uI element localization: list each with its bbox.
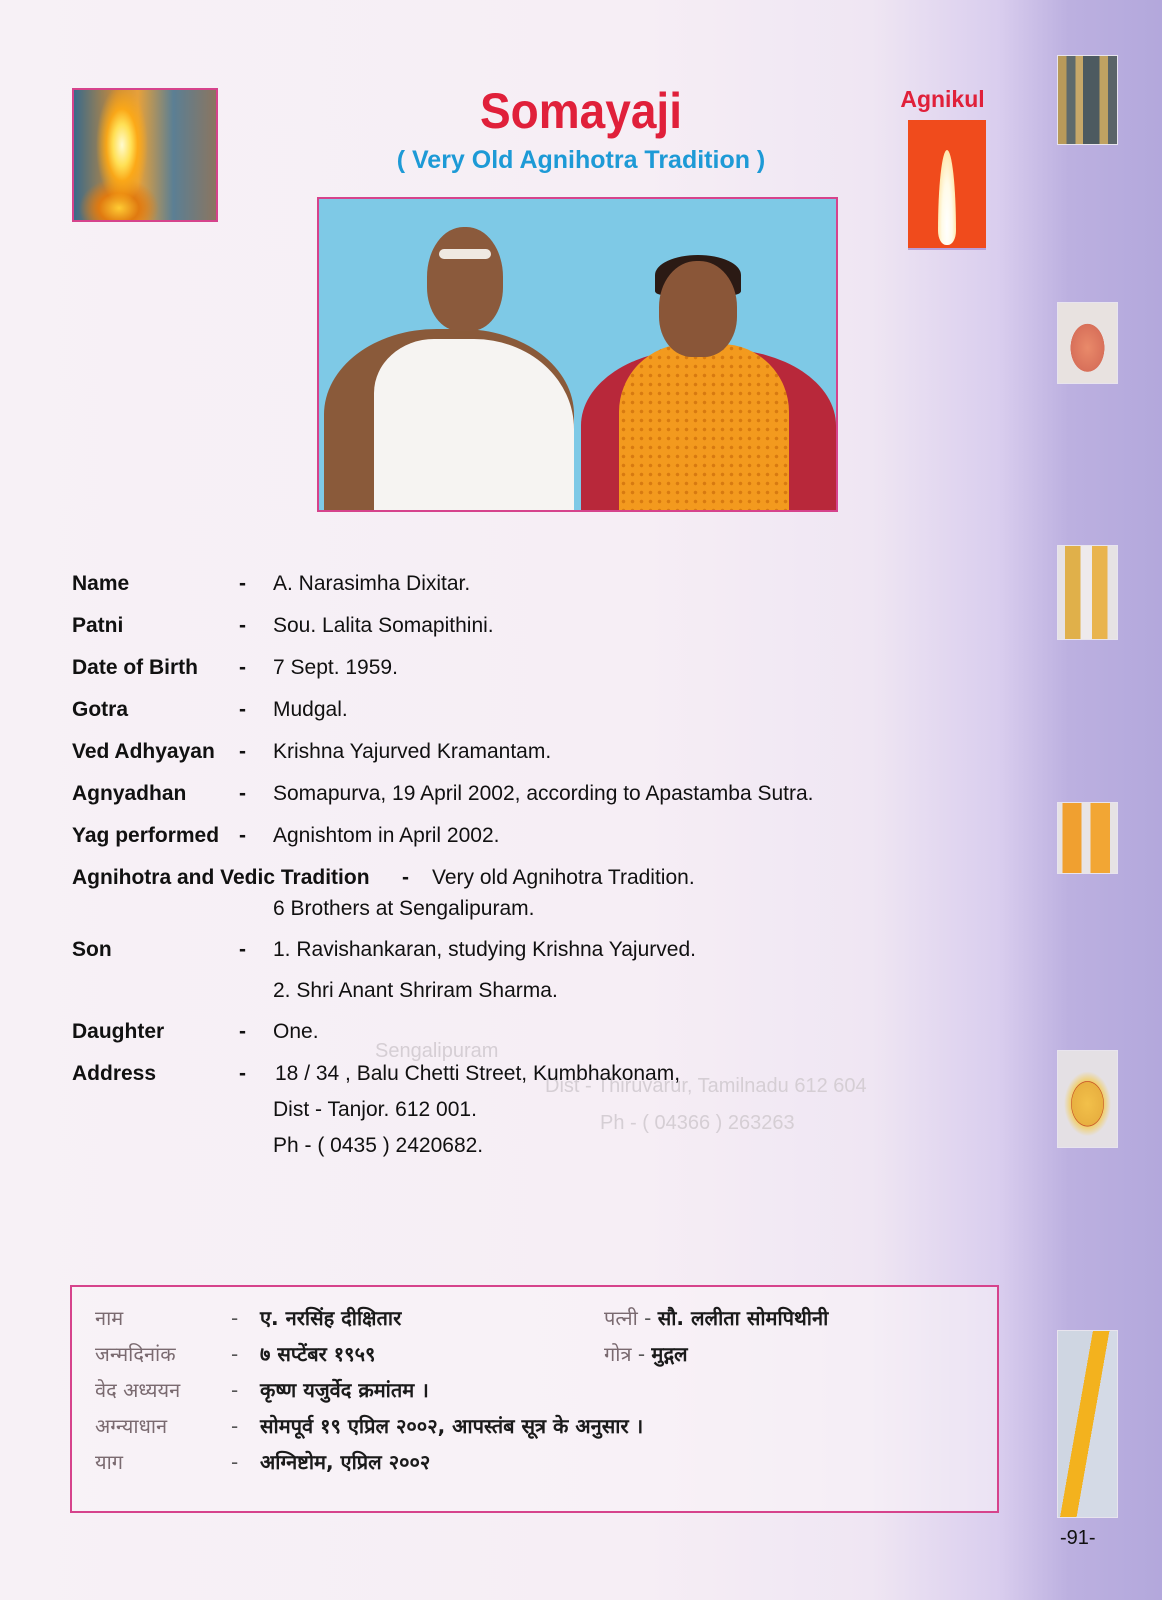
detail-label: Address xyxy=(72,1062,157,1085)
separator: - xyxy=(239,740,246,763)
detail-value: Krishna Yajurved Kramantam. xyxy=(273,740,552,763)
separator: - xyxy=(637,1342,646,1366)
detail-value: Somapurva, 19 April 2002, according to Apastamba Sutra. xyxy=(273,782,814,805)
detail-label: Name xyxy=(72,572,130,595)
detail-label: Daughter xyxy=(72,1020,165,1043)
hindi-value: सोमपूर्व १९ एप्रिल २००२, आपस्तंब सूत्र के अनुसार । xyxy=(260,1414,644,1438)
detail-value: 1. Ravishankaran, studying Krishna Yajurved. xyxy=(273,938,696,961)
photo-woman-pallu xyxy=(619,344,789,512)
wooden-vessel-icon xyxy=(1057,1050,1118,1148)
detail-label: Patni xyxy=(72,614,124,637)
hindi-value: अग्निष्टोम, एप्रिल २००२ xyxy=(260,1450,431,1474)
hindi-value: ७ सप्टेंबर १९५९ xyxy=(260,1342,376,1366)
photo-man-head xyxy=(427,227,503,331)
detail-value-continued: Dist - Tanjor. 612 001. xyxy=(273,1098,477,1121)
yagna-stand-icon xyxy=(1057,55,1118,145)
bleed-through-text: Ph - ( 04366 ) 263263 xyxy=(600,1112,795,1134)
wooden-spoon-icon xyxy=(1057,1330,1118,1518)
separator: - xyxy=(239,572,246,595)
hindi-row-gotra xyxy=(604,1340,688,1368)
detail-label: Gotra xyxy=(72,698,129,721)
hindi-label: अग्न्याधान xyxy=(95,1414,168,1438)
hindi-value: सौ. ललीता सोमपिथीनी xyxy=(657,1306,829,1330)
hindi-label: वेद अध्ययन xyxy=(95,1378,181,1402)
detail-value: A. Narasimha Dixitar. xyxy=(273,572,471,595)
detail-label: Yag performed xyxy=(72,824,220,847)
separator: - xyxy=(239,938,246,961)
separator: - xyxy=(239,614,246,637)
detail-value: One. xyxy=(273,1020,319,1043)
separator: - xyxy=(239,782,246,805)
detail-value-continued: 2. Shri Anant Shriram Sharma. xyxy=(273,979,558,1002)
separator: - xyxy=(239,1020,246,1043)
detail-label: Agnihotra and Vedic Tradition xyxy=(72,866,370,889)
hindi-value: ए. नरसिंह दीक्षितार xyxy=(260,1306,402,1330)
hindi-row-patni xyxy=(604,1304,828,1332)
page-title: Somayaji xyxy=(480,83,682,139)
separator: - xyxy=(644,1306,652,1330)
separator: - xyxy=(239,824,246,847)
separator: - xyxy=(402,866,409,889)
page-number: -91- xyxy=(1060,1527,1096,1549)
bleed-through-text: Sengalipuram xyxy=(375,1040,499,1062)
detail-value: 7 Sept. 1959. xyxy=(273,656,398,679)
hindi-value: मुद्गल xyxy=(651,1342,688,1366)
agnikul-flame-icon xyxy=(908,120,986,250)
separator: - xyxy=(239,698,246,721)
bleed-through-text: Dist - Thiruvarur, Tamilnadu 612 604 xyxy=(545,1075,867,1097)
photo-man-forehead-mark xyxy=(439,249,491,259)
photo-woman-head xyxy=(659,261,737,357)
wooden-ladles-icon xyxy=(1057,802,1118,874)
flame-icon xyxy=(938,150,956,245)
clay-pot-icon xyxy=(1057,302,1118,384)
wooden-pegs-icon xyxy=(1057,545,1118,640)
detail-value: Agnishtom in April 2002. xyxy=(273,824,500,847)
hindi-label: गोत्र xyxy=(604,1342,632,1366)
detail-label: Ved Adhyayan xyxy=(72,740,215,763)
separator: - xyxy=(231,1378,239,1402)
separator: - xyxy=(239,656,246,679)
photo-man-cloth xyxy=(374,339,574,512)
separator: - xyxy=(231,1414,239,1438)
separator: - xyxy=(239,1062,246,1085)
detail-value: Mudgal. xyxy=(273,698,348,721)
hindi-label: नाम xyxy=(95,1306,124,1330)
separator: - xyxy=(231,1342,239,1366)
page-subtitle: ( Very Old Agnihotra Tradition ) xyxy=(396,146,766,174)
detail-label: Son xyxy=(72,938,112,961)
hindi-label: याग xyxy=(95,1450,124,1474)
hindi-summary-box xyxy=(70,1285,999,1513)
agnikul-label: Agnikul xyxy=(900,86,985,112)
couple-photo xyxy=(317,197,838,512)
detail-value: Very old Agnihotra Tradition. xyxy=(432,866,695,889)
hindi-label: पत्नी xyxy=(604,1306,638,1330)
hindi-label: जन्मदिनांक xyxy=(95,1342,176,1366)
hindi-value: कृष्ण यजुर्वेद क्रमांतम । xyxy=(260,1378,429,1402)
detail-label: Agnyadhan xyxy=(72,782,187,805)
separator: - xyxy=(231,1306,239,1330)
detail-value: Sou. Lalita Somapithini. xyxy=(273,614,494,637)
detail-value: 18 / 34 , Balu Chetti Street, Kumbhakonam, xyxy=(275,1062,681,1085)
detail-value-continued: Ph - ( 0435 ) 2420682. xyxy=(273,1134,484,1157)
detail-label: Date of Birth xyxy=(72,656,198,679)
separator: - xyxy=(231,1450,239,1474)
detail-value-continued: 6 Brothers at Sengalipuram. xyxy=(273,897,535,920)
